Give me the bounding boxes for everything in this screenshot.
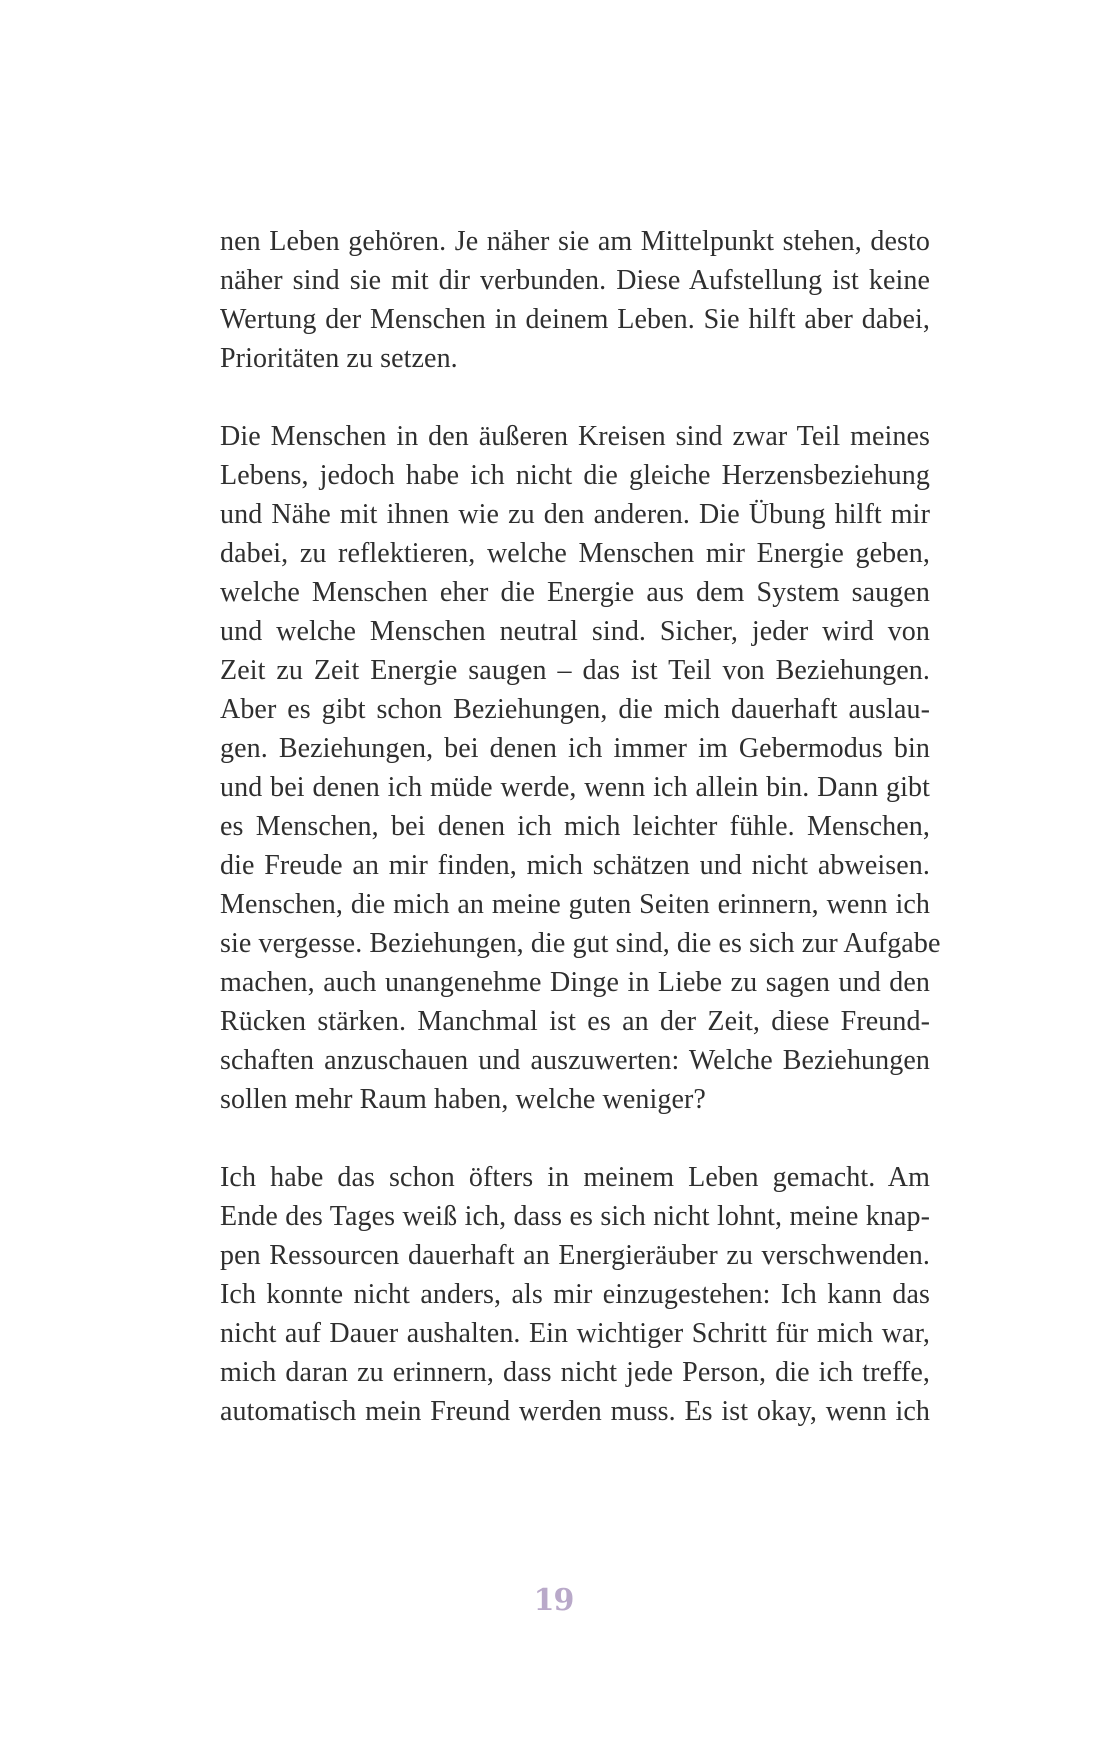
text-line: Rücken stärken. Manchmal ist es an der Zeit, diese Freund- [220, 1006, 930, 1037]
text-line: Ende des Tages weiß ich, dass es sich nicht lohnt, meine knap- [220, 1201, 930, 1232]
paragraph-gap [220, 378, 930, 417]
body-text [220, 222, 941, 1431]
text-line: automatisch mein Freund werden muss. Es ist okay, wenn ich [220, 1396, 930, 1427]
paragraph-gap [220, 1119, 930, 1158]
text-line: sollen mehr Raum haben, welche weniger? [220, 1084, 706, 1115]
text-line: Menschen, die mich an meine guten Seiten erinnern, wenn ich [220, 889, 930, 920]
text-line: es Menschen, bei denen ich mich leichter fühle. Menschen, [220, 811, 930, 842]
text-line: sie vergesse. Beziehungen, die gut sind, die es sich zur Aufgabe [220, 928, 941, 959]
text-line: Zeit zu Zeit Energie saugen – das ist Teil von Beziehungen. [220, 655, 930, 686]
text-line: Aber es gibt schon Beziehungen, die mich dauerhaft auslau- [220, 694, 930, 725]
text-line: welche Menschen eher die Energie aus dem System saugen [220, 577, 930, 608]
text-line: und bei denen ich müde werde, wenn ich allein bin. Dann gibt [220, 772, 930, 803]
text-line: machen, auch unangenehme Dinge in Liebe zu sagen und den [220, 967, 930, 998]
text-line: und Nähe mit ihnen wie zu den anderen. Die Übung hilft mir [220, 499, 930, 530]
text-line: schaften anzuschauen und auszuwerten: Welche Beziehungen [220, 1045, 930, 1076]
text-line: nicht auf Dauer aushalten. Ein wichtiger Schritt für mich war, [220, 1318, 930, 1349]
text-line: näher sind sie mit dir verbunden. Diese Aufstellung ist keine [220, 265, 930, 296]
text-line: mich daran zu erinnern, dass nicht jede Person, die ich treffe, [220, 1357, 930, 1388]
text-line: dabei, zu reflektieren, welche Menschen mir Energie geben, [220, 538, 930, 569]
text-line: gen. Beziehungen, bei denen ich immer im Gebermodus bin [220, 733, 930, 764]
page-number: 19 [533, 1583, 574, 1618]
text-line: pen Ressourcen dauerhaft an Energieräuber zu verschwenden. [220, 1240, 930, 1271]
text-line: Ich konnte nicht anders, als mir einzugestehen: Ich kann das [220, 1279, 930, 1310]
text-line: Ich habe das schon öfters in meinem Leben gemacht. Am [220, 1162, 930, 1193]
text-line: nen Leben gehören. Je näher sie am Mittelpunkt stehen, desto [220, 226, 930, 257]
text-line: Die Menschen in den äußeren Kreisen sind zwar Teil meines [220, 421, 930, 452]
text-line: Wertung der Menschen in deinem Leben. Sie hilft aber dabei, [220, 304, 930, 335]
text-line: Lebens, jedoch habe ich nicht die gleiche Herzensbeziehung [220, 460, 930, 491]
text-line: Prioritäten zu setzen. [220, 343, 458, 374]
text-line: und welche Menschen neutral sind. Sicher, jeder wird von [220, 616, 930, 647]
text-line: die Freude an mir finden, mich schätzen und nicht abweisen. [220, 850, 930, 881]
